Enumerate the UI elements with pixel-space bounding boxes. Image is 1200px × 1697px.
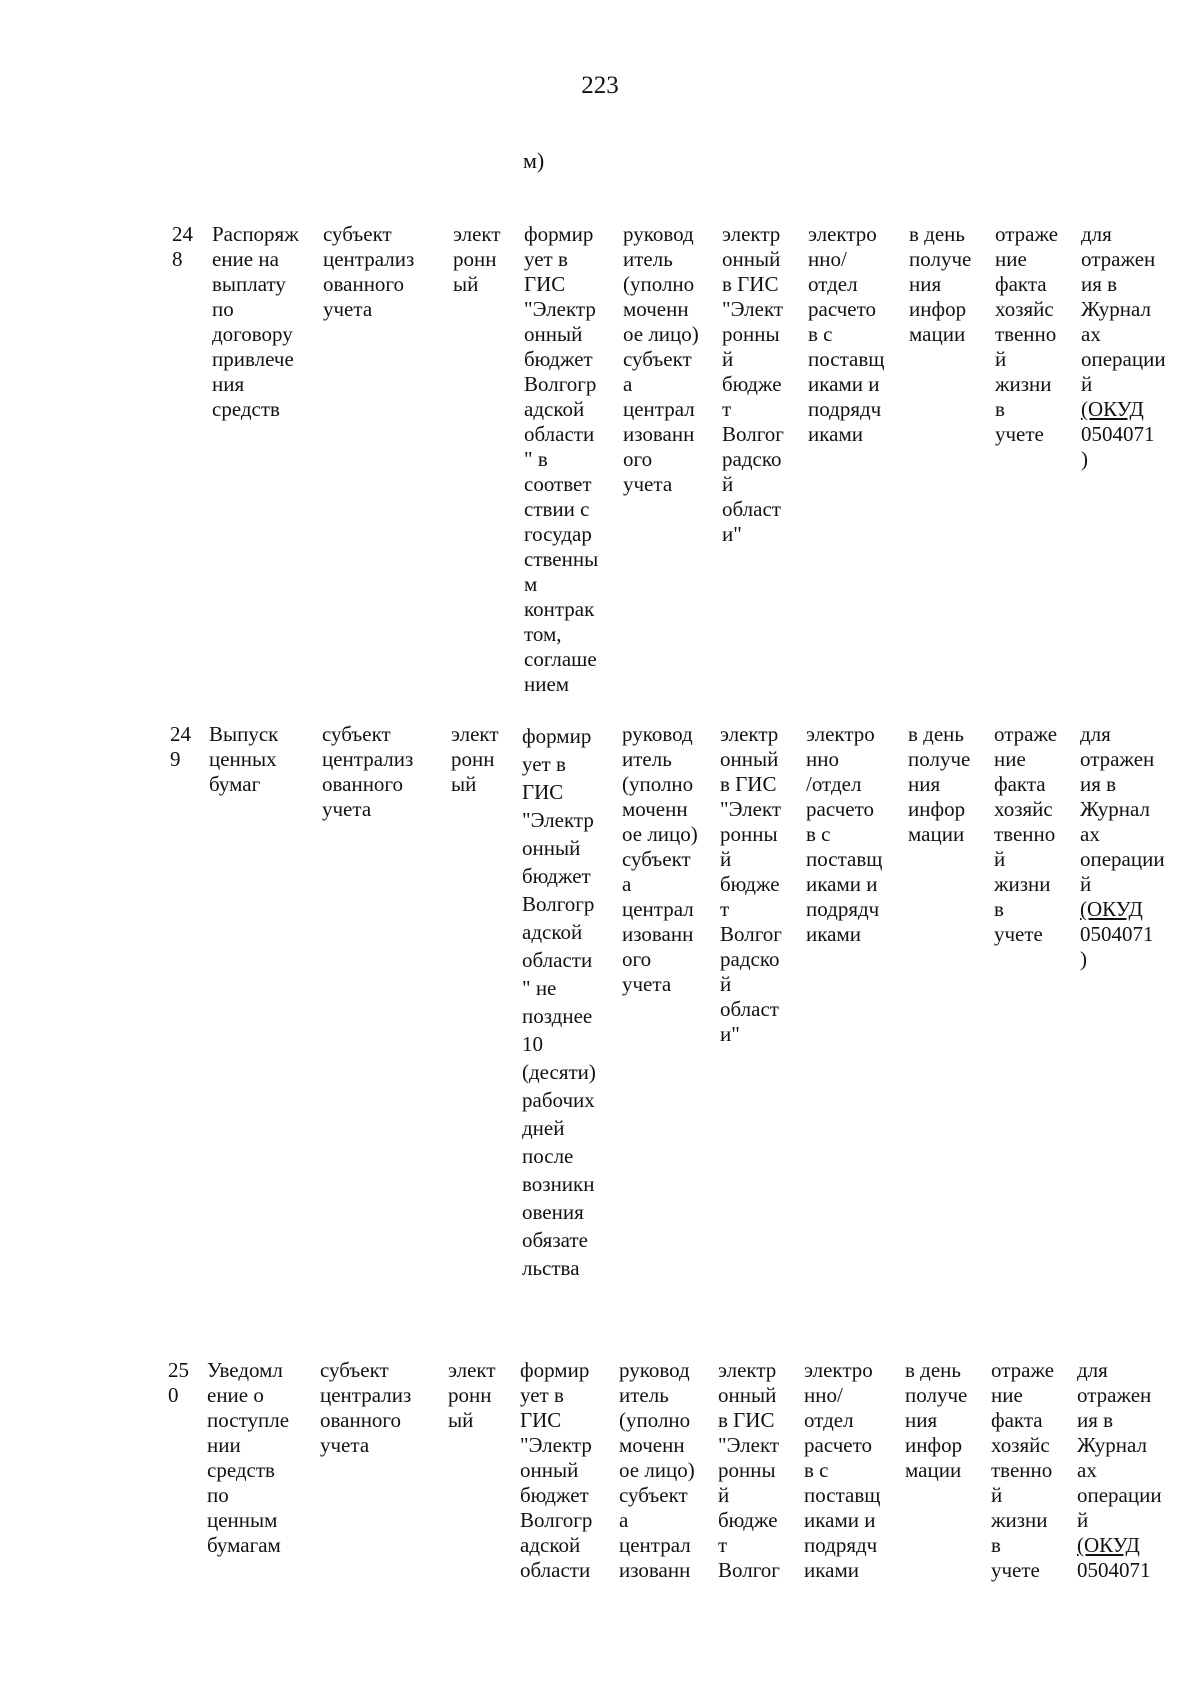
document-signer: руковод итель (уполно моченн ое лицо) субъект а централ изованн ого учета xyxy=(623,222,699,496)
row-number: 24 9 xyxy=(170,722,191,771)
document-signer: руковод итель (уполно моченн ое лицо) субъект а централ изованн xyxy=(619,1358,695,1582)
document-name: Выпуск ценных бумаг xyxy=(209,722,279,796)
document-transfer: электро нно/ отдел расчето в с поставщ иками и подрядч иками xyxy=(804,1358,881,1582)
document-procedure: формир ует в ГИС "Электр онный бюджет Волгогр адской области xyxy=(520,1358,593,1582)
register-text: для отражен ия в Журнал ах операции й xyxy=(1081,222,1166,396)
document-deadline: в день получе ния инфор мации xyxy=(905,1358,968,1482)
document-subject: субъект централиз ованного учета xyxy=(320,1358,412,1457)
document-name: Уведомл ение о поступле нии средств по ценным бумагам xyxy=(207,1358,290,1557)
document-storage: электр онный в ГИС "Элект ронны й бюдже т Волгог радско й област и" xyxy=(720,722,782,1046)
document-transfer: электро нно/ отдел расчето в с поставщ иками и подрядч иками xyxy=(808,222,885,446)
document-purpose: отраже ние факта хозяйс твенно й жизни в учете xyxy=(995,222,1059,446)
okud-link: (ОКУД xyxy=(1081,397,1144,421)
document-purpose: отраже ние факта хозяйс твенно й жизни в учете xyxy=(991,1358,1055,1582)
document-deadline: в день получе ния инфор мации xyxy=(909,222,972,346)
document-transfer: электро нно /отдел расчето в с поставщ иками и подрядч иками xyxy=(806,722,883,946)
carry-over-text: м) xyxy=(523,148,545,173)
okud-link: (ОКУД xyxy=(1080,897,1143,921)
document-form: элект ронн ый xyxy=(451,722,499,796)
document-subject: субъект централиз ованного учета xyxy=(323,222,415,321)
okud-code: 0504071 ) xyxy=(1080,922,1154,971)
document-procedure: формир ует в ГИС "Электр онный бюджет Волгогр адской области " в соответ ствии с государ ственны м контрак том, соглаше нием xyxy=(524,222,599,696)
okud-code: 0504071 ) xyxy=(1081,422,1155,471)
register-text: для отражен ия в Журнал ах операции й xyxy=(1077,1358,1162,1532)
document-register xyxy=(1080,722,1165,972)
document-storage: электр онный в ГИС "Элект ронны й бюдже т Волгог xyxy=(718,1358,780,1582)
row-number: 24 8 xyxy=(172,222,193,271)
okud-link: (ОКУД xyxy=(1077,1533,1140,1557)
document-procedure: формир ует в ГИС "Электр онный бюджет Волгогр адской области " не позднее 10 (десяти) рабочих дней после возникн овения обязате льства xyxy=(522,724,596,1280)
document-deadline: в день получе ния инфор мации xyxy=(908,722,971,846)
register-text: для отражен ия в Журнал ах операции й xyxy=(1080,722,1165,896)
okud-code: 0504071 xyxy=(1077,1558,1151,1582)
document-subject: субъект централиз ованного учета xyxy=(322,722,414,821)
page-number: 223 xyxy=(581,72,619,99)
document-form: элект ронн ый xyxy=(448,1358,496,1432)
document-register xyxy=(1077,1358,1162,1583)
document-name: Распоряж ение на выплату по договору привлече ния средств xyxy=(212,222,299,421)
document-purpose: отраже ние факта хозяйс твенно й жизни в учете xyxy=(994,722,1058,946)
document-form: элект ронн ый xyxy=(453,222,501,296)
row-number: 25 0 xyxy=(168,1358,189,1407)
document-signer: руковод итель (уполно моченн ое лицо) субъект а централ изованн ого учета xyxy=(622,722,698,996)
document-register xyxy=(1081,222,1166,472)
document-storage: электр онный в ГИС "Элект ронны й бюдже т Волгог радско й област и" xyxy=(722,222,784,546)
